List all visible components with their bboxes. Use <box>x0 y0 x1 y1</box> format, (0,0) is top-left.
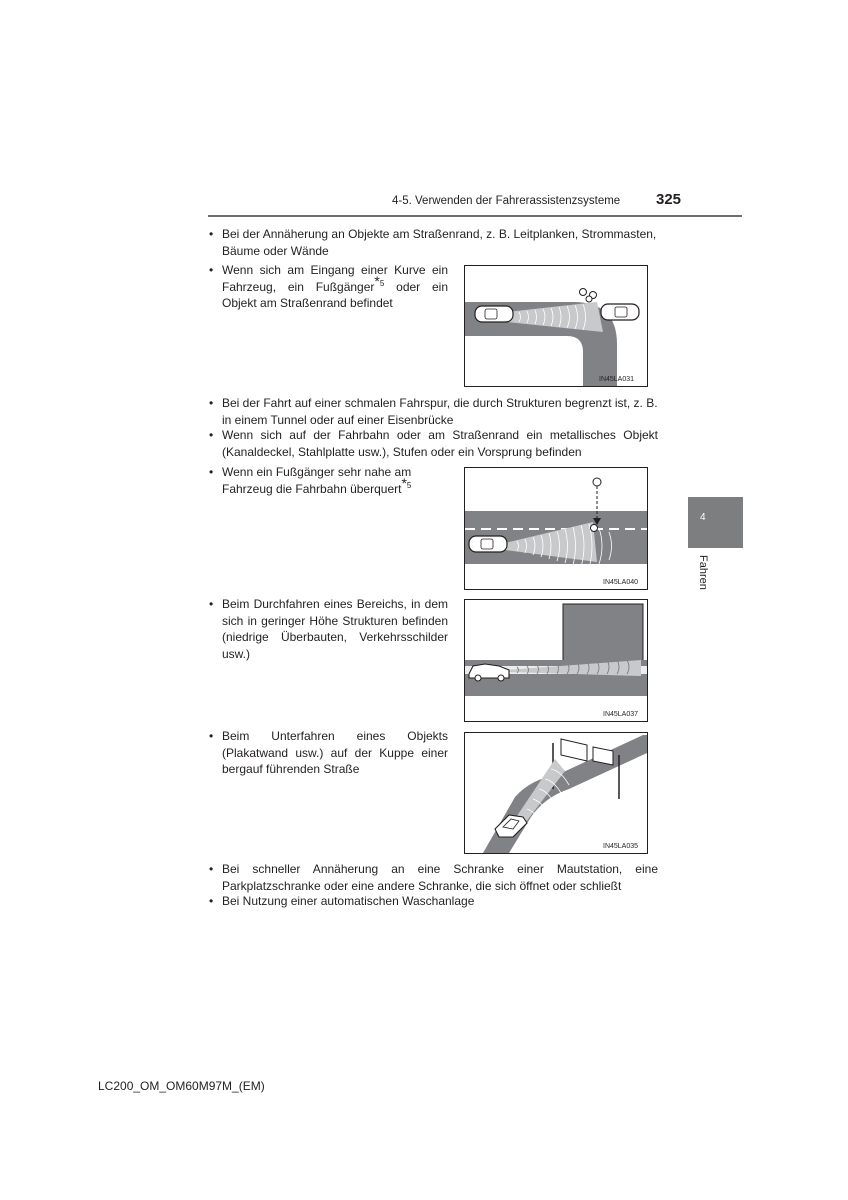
chapter-tab-label: Fahren <box>697 555 709 590</box>
list-item <box>209 226 660 259</box>
pedestrian-illustration <box>465 468 647 589</box>
footnote-asterisk: * <box>374 272 380 289</box>
bullet-dot: • <box>209 396 214 410</box>
list-item-text: Wenn sich am Eingang einer Kurve ein Fahrzeug, ein Fußgänger <box>222 263 448 294</box>
footnote-number: 5 <box>379 278 385 288</box>
list-item-text: Bei der Fahrt auf einer schmalen Fahrspur, die durch Strukturen begrenzt ist, z. B. in einem Tunnel oder auf einer Eisenbrücke <box>222 396 658 427</box>
header-section-title: 4-5. Verwenden der Fahrerassistenzsysteme <box>392 195 621 207</box>
bullet-dot: • <box>209 428 214 442</box>
figure-curve <box>464 265 648 387</box>
list-item <box>209 464 448 497</box>
chapter-tab[interactable] <box>688 497 743 548</box>
bullet-dot: • <box>209 862 214 876</box>
figure-code: IN45LA031 <box>599 376 635 383</box>
list-item <box>209 395 660 428</box>
figure-low-structure <box>464 599 648 722</box>
list-item-text-continued: oder ein Objekt am Straßenrand befindet <box>222 279 448 310</box>
bullet-dot: • <box>209 465 214 479</box>
list-item-text: Wenn ein Fußgänger sehr nahe am Fahrzeug die Fahrbahn überquert <box>222 465 412 496</box>
list-item-text: Beim Durchfahren eines Bereichs, in dem sich in geringer Höhe Strukturen befinden (niedrige Überbauten, Verkehrsschilder usw.) <box>222 597 448 661</box>
footnote-number: 5 <box>406 480 412 490</box>
chapter-tab-number: 4 <box>700 512 706 523</box>
list-item <box>209 262 448 312</box>
list-item-text: Bei Nutzung einer automatischen Waschanlage <box>222 894 475 908</box>
bullet-dot: • <box>209 263 214 277</box>
figure-uphill-billboard <box>464 732 648 854</box>
bullet-dot: • <box>209 227 214 241</box>
page-number: 325 <box>656 191 682 208</box>
footnote-asterisk: * <box>401 474 407 491</box>
list-item <box>209 596 448 662</box>
figure-code: IN45LA035 <box>603 843 639 850</box>
list-item-text: Wenn sich auf der Fahrbahn oder am Straßenrand ein metallisches Objekt (Kanaldeckel, Stahlplatte usw.), Stufen oder ein Vorsprung befinden <box>222 428 658 459</box>
figure-code: IN45LA037 <box>603 711 639 718</box>
list-item <box>209 861 658 894</box>
uphill-billboard-illustration <box>465 733 647 853</box>
bullet-dot: • <box>209 894 214 908</box>
bullet-dot: • <box>209 729 214 743</box>
figure-pedestrian <box>464 467 648 590</box>
bullet-dot: • <box>209 597 214 611</box>
footer-model-code: LC200_OM_OM60M97M_(EM) <box>98 1079 265 1093</box>
list-item <box>209 893 658 910</box>
list-item-text: Bei der Annäherung an Objekte am Straßenrand, z. B. Leitplanken, Strommasten, Bäume oder Wände <box>222 227 657 258</box>
header-rule <box>208 215 742 217</box>
curve-illustration <box>465 266 647 386</box>
list-item <box>209 728 448 778</box>
figure-code: IN45LA040 <box>603 579 639 586</box>
list-item-text: Beim Unterfahren eines Objekts (Plakatwand usw.) auf der Kuppe einer bergauf führenden Straße <box>222 729 448 776</box>
low-structure-illustration <box>465 600 647 721</box>
list-item-text: Bei schneller Annäherung an eine Schranke einer Mautstation, eine Parkplatzschranke oder eine andere Schranke, die sich öffnet oder schließt <box>222 862 658 893</box>
list-item <box>209 427 658 460</box>
